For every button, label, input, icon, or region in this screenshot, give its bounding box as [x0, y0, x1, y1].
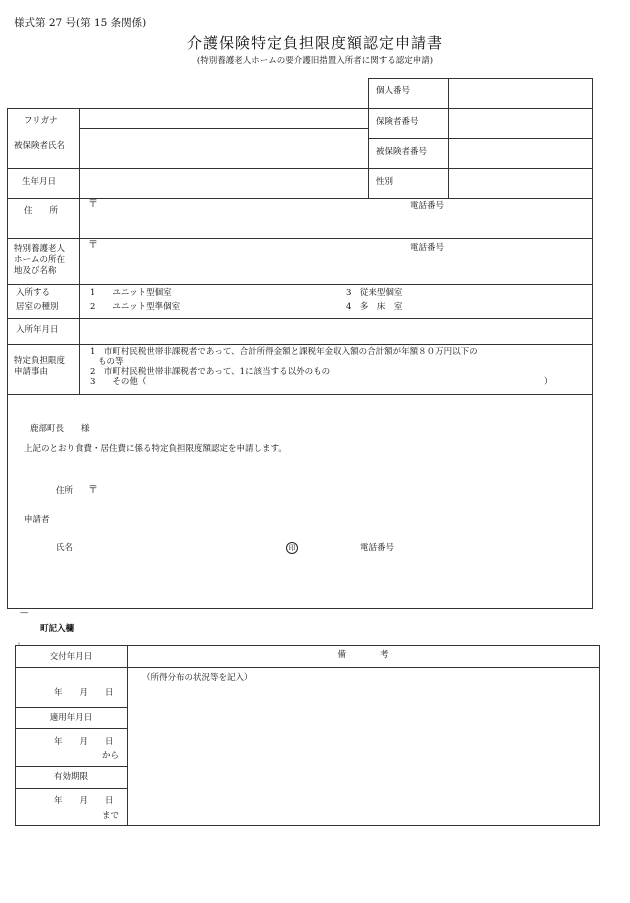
reason-label-line2: 申請事由 [14, 367, 49, 377]
applicant-phone-label: 電話番号 [360, 543, 395, 553]
facility-postal-mark: 〒 [88, 240, 98, 251]
address-phone-label: 電話番号 [410, 201, 445, 211]
room-option-1[interactable]: 1 ユニット型個室 [90, 288, 172, 298]
applicant-name-label: 氏名 [56, 543, 74, 553]
remarks-note: （所得分布の状況等を記入） [142, 673, 253, 683]
room-option-2[interactable]: 2 ユニット型準個室 [90, 302, 181, 312]
issue-date-ymd: 年 月 日 [54, 688, 114, 698]
apply-date-ymd: 年 月 日 [54, 737, 114, 747]
valid-until-ymd: 年 月 日 [54, 796, 114, 806]
valid-until-label: 有効期限 [53, 772, 88, 782]
room-type-label-line2: 居室の種別 [16, 302, 59, 312]
address-label: 住 所 [24, 206, 59, 216]
document-title: 介護保険特定負担限度額認定申請書 [186, 34, 443, 52]
tick-mark: ' [18, 642, 20, 650]
birthdate-label: 生年月日 [22, 177, 57, 187]
applicant-postal-mark: 〒 [88, 485, 98, 496]
separator-dash: — [20, 608, 29, 618]
reason-option-3[interactable]: 3 その他（ [90, 377, 147, 387]
reason-label-line1: 特定負担限度 [14, 356, 66, 366]
applicant-label: 申請者 [24, 515, 50, 525]
addressee: 鹿部町長 様 [30, 424, 90, 434]
office-section-title: 町記入欄 [40, 624, 75, 634]
reason-option-2[interactable]: 2 市町村民税世帯非課税者であって、1に該当する以外のもの [90, 367, 331, 377]
room-type-label-line1: 入所する [16, 288, 51, 298]
admission-date-label: 入所年月日 [16, 325, 59, 335]
postal-mark: 〒 [88, 199, 98, 210]
facility-label-line1: 特別養護老人 [14, 244, 66, 254]
issue-date-label: 交付年月日 [49, 652, 93, 662]
form-number: 様式第 27 号(第 15 条関係) [14, 17, 147, 29]
reason-option-1-cont: もの等 [98, 357, 124, 367]
remarks-label: 備 考 [337, 650, 389, 660]
facility-label-line2: ホームの所在 [14, 255, 66, 265]
furigana-label: フリガナ [24, 116, 58, 126]
apply-date-label: 適用年月日 [49, 713, 93, 723]
valid-until-suffix: まで [102, 811, 120, 821]
seal-mark: 印 [286, 542, 298, 554]
room-option-3[interactable]: 3 従来型個室 [346, 288, 403, 298]
declaration-statement: 上記のとおり食費・居住費に係る特定負担限度額認定を申請します。 [24, 444, 287, 454]
document-subtitle: (特別養護老人ホームの要介護旧措置入所者に関する認定申請) [196, 56, 434, 66]
applicant-address-label: 住所 [56, 486, 74, 496]
apply-from-label: から [102, 751, 120, 761]
insurer-number-label: 保険者番号 [376, 117, 419, 127]
reason-option-1[interactable]: 1 市町村民税世帯非課税者であって、合計所得金額と課税年金収入額の合計額が年額８０万円以下の [90, 347, 478, 357]
facility-label-line3: 地及び名称 [14, 266, 57, 276]
facility-phone-label: 電話番号 [410, 243, 445, 253]
insured-name-label: 被保険者氏名 [14, 141, 66, 151]
sex-label: 性別 [376, 177, 394, 187]
insured-number-label: 被保険者番号 [376, 147, 428, 157]
reason-option-3-close: ） [544, 377, 553, 387]
room-option-4[interactable]: 4 多 床 室 [346, 302, 403, 312]
individual-number-label: 個人番号 [376, 86, 411, 96]
